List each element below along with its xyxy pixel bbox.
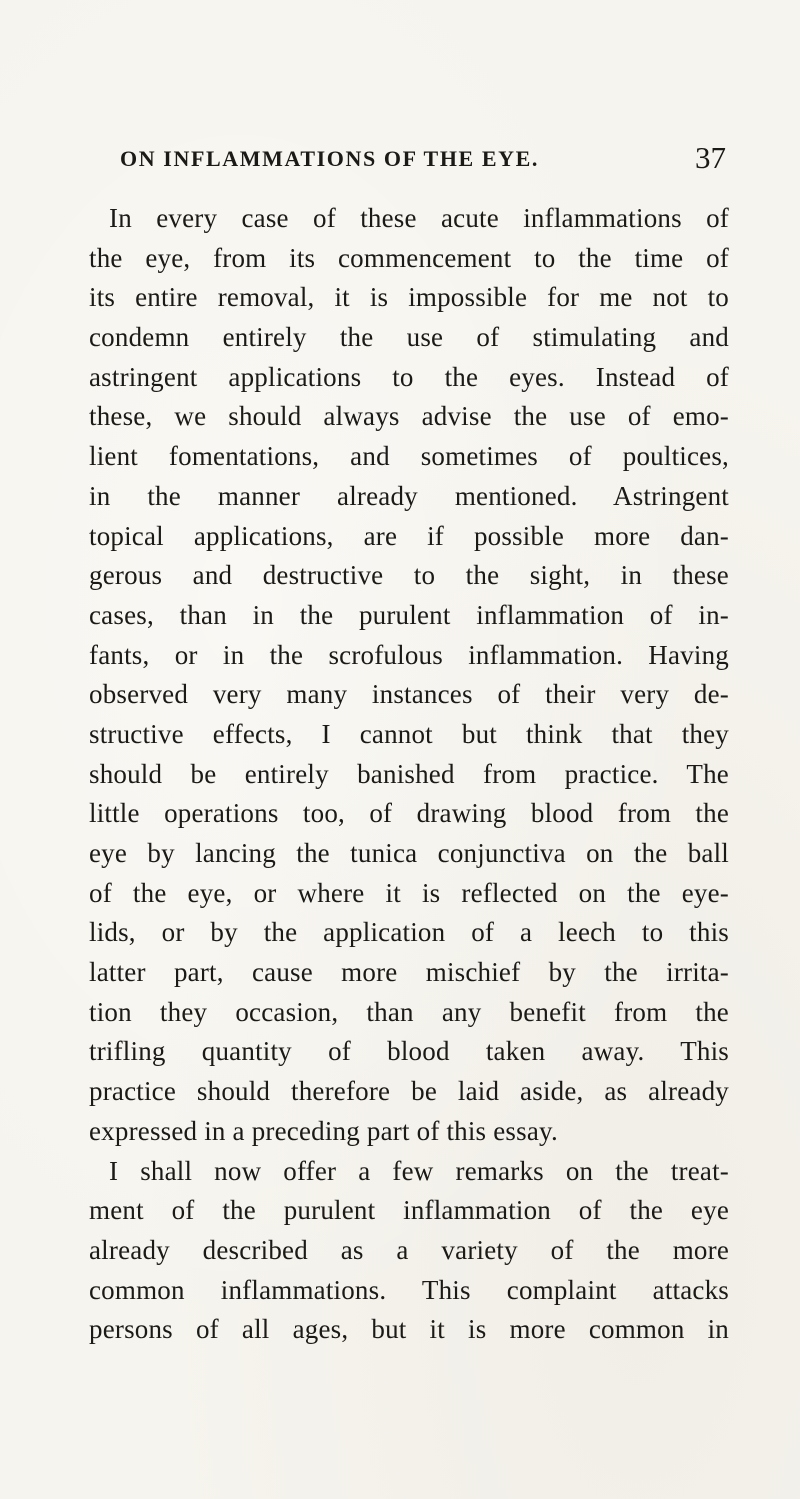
text-line: in the manner already mentioned. Astringent [89,480,729,511]
text-line: persons of all ages, but it is more common in [89,1314,729,1345]
text-line: In every case of these acute inflammations of [109,203,729,233]
body-text [89,199,729,1350]
text-line: eye by lancing the tunica conjunctiva on the ball [89,838,729,868]
text-line: I shall now offer a few remarks on the treat- [109,1155,729,1186]
text-line: structive effects, I cannot but think that they [89,718,729,749]
running-head-title: ON INFLAMMATIONS OF THE EYE. [120,146,540,171]
text-line: tion they occasion, than any benefit from the [89,996,729,1027]
text-line: latter part, cause more mischief by the irrita- [89,957,729,988]
running-head [112,140,726,180]
text-line: lient fomentations, and sometimes of poultices, [89,441,729,472]
text-line: the eye, from its commencement to the time of [89,242,729,273]
text-line: these, we should always advise the use of emo- [89,401,729,432]
text-line: practice should therefore be laid aside, as already [89,1076,729,1107]
text-line: astringent applications to the eyes. Instead of [89,361,729,392]
text-line: topical applications, are if possible more dan- [89,520,729,551]
page-number: 37 [695,140,726,175]
text-line: its entire removal, it is impossible for me not to [89,282,729,313]
text-line: ment of the purulent inflammation of the eye [89,1195,729,1226]
text-line: already described as a variety of the more [89,1234,729,1265]
text-line: little operations too, of drawing blood from the [89,798,729,829]
text-line: common inflammations. This complaint attacks [89,1274,729,1305]
text-line: lids, or by the application of a leech to this [89,917,729,948]
text-line: should be entirely banished from practice. The [89,758,729,789]
text-line: cases, than in the purulent inflammation of in- [89,599,729,630]
text-line: gerous and destructive to the sight, in these [89,560,729,591]
text-line: condemn entirely the use of stimulating and [89,322,729,353]
text-line: fants, or in the scrofulous inflammation. Having [89,639,729,670]
text-line: observed very many instances of their very de- [89,679,729,710]
text-line: of the eye, or where it is reflected on the eye- [89,877,729,908]
text-line: trifling quantity of blood taken away. This [89,1036,729,1067]
text-line: expressed in a preceding part of this essay. [89,1115,558,1146]
